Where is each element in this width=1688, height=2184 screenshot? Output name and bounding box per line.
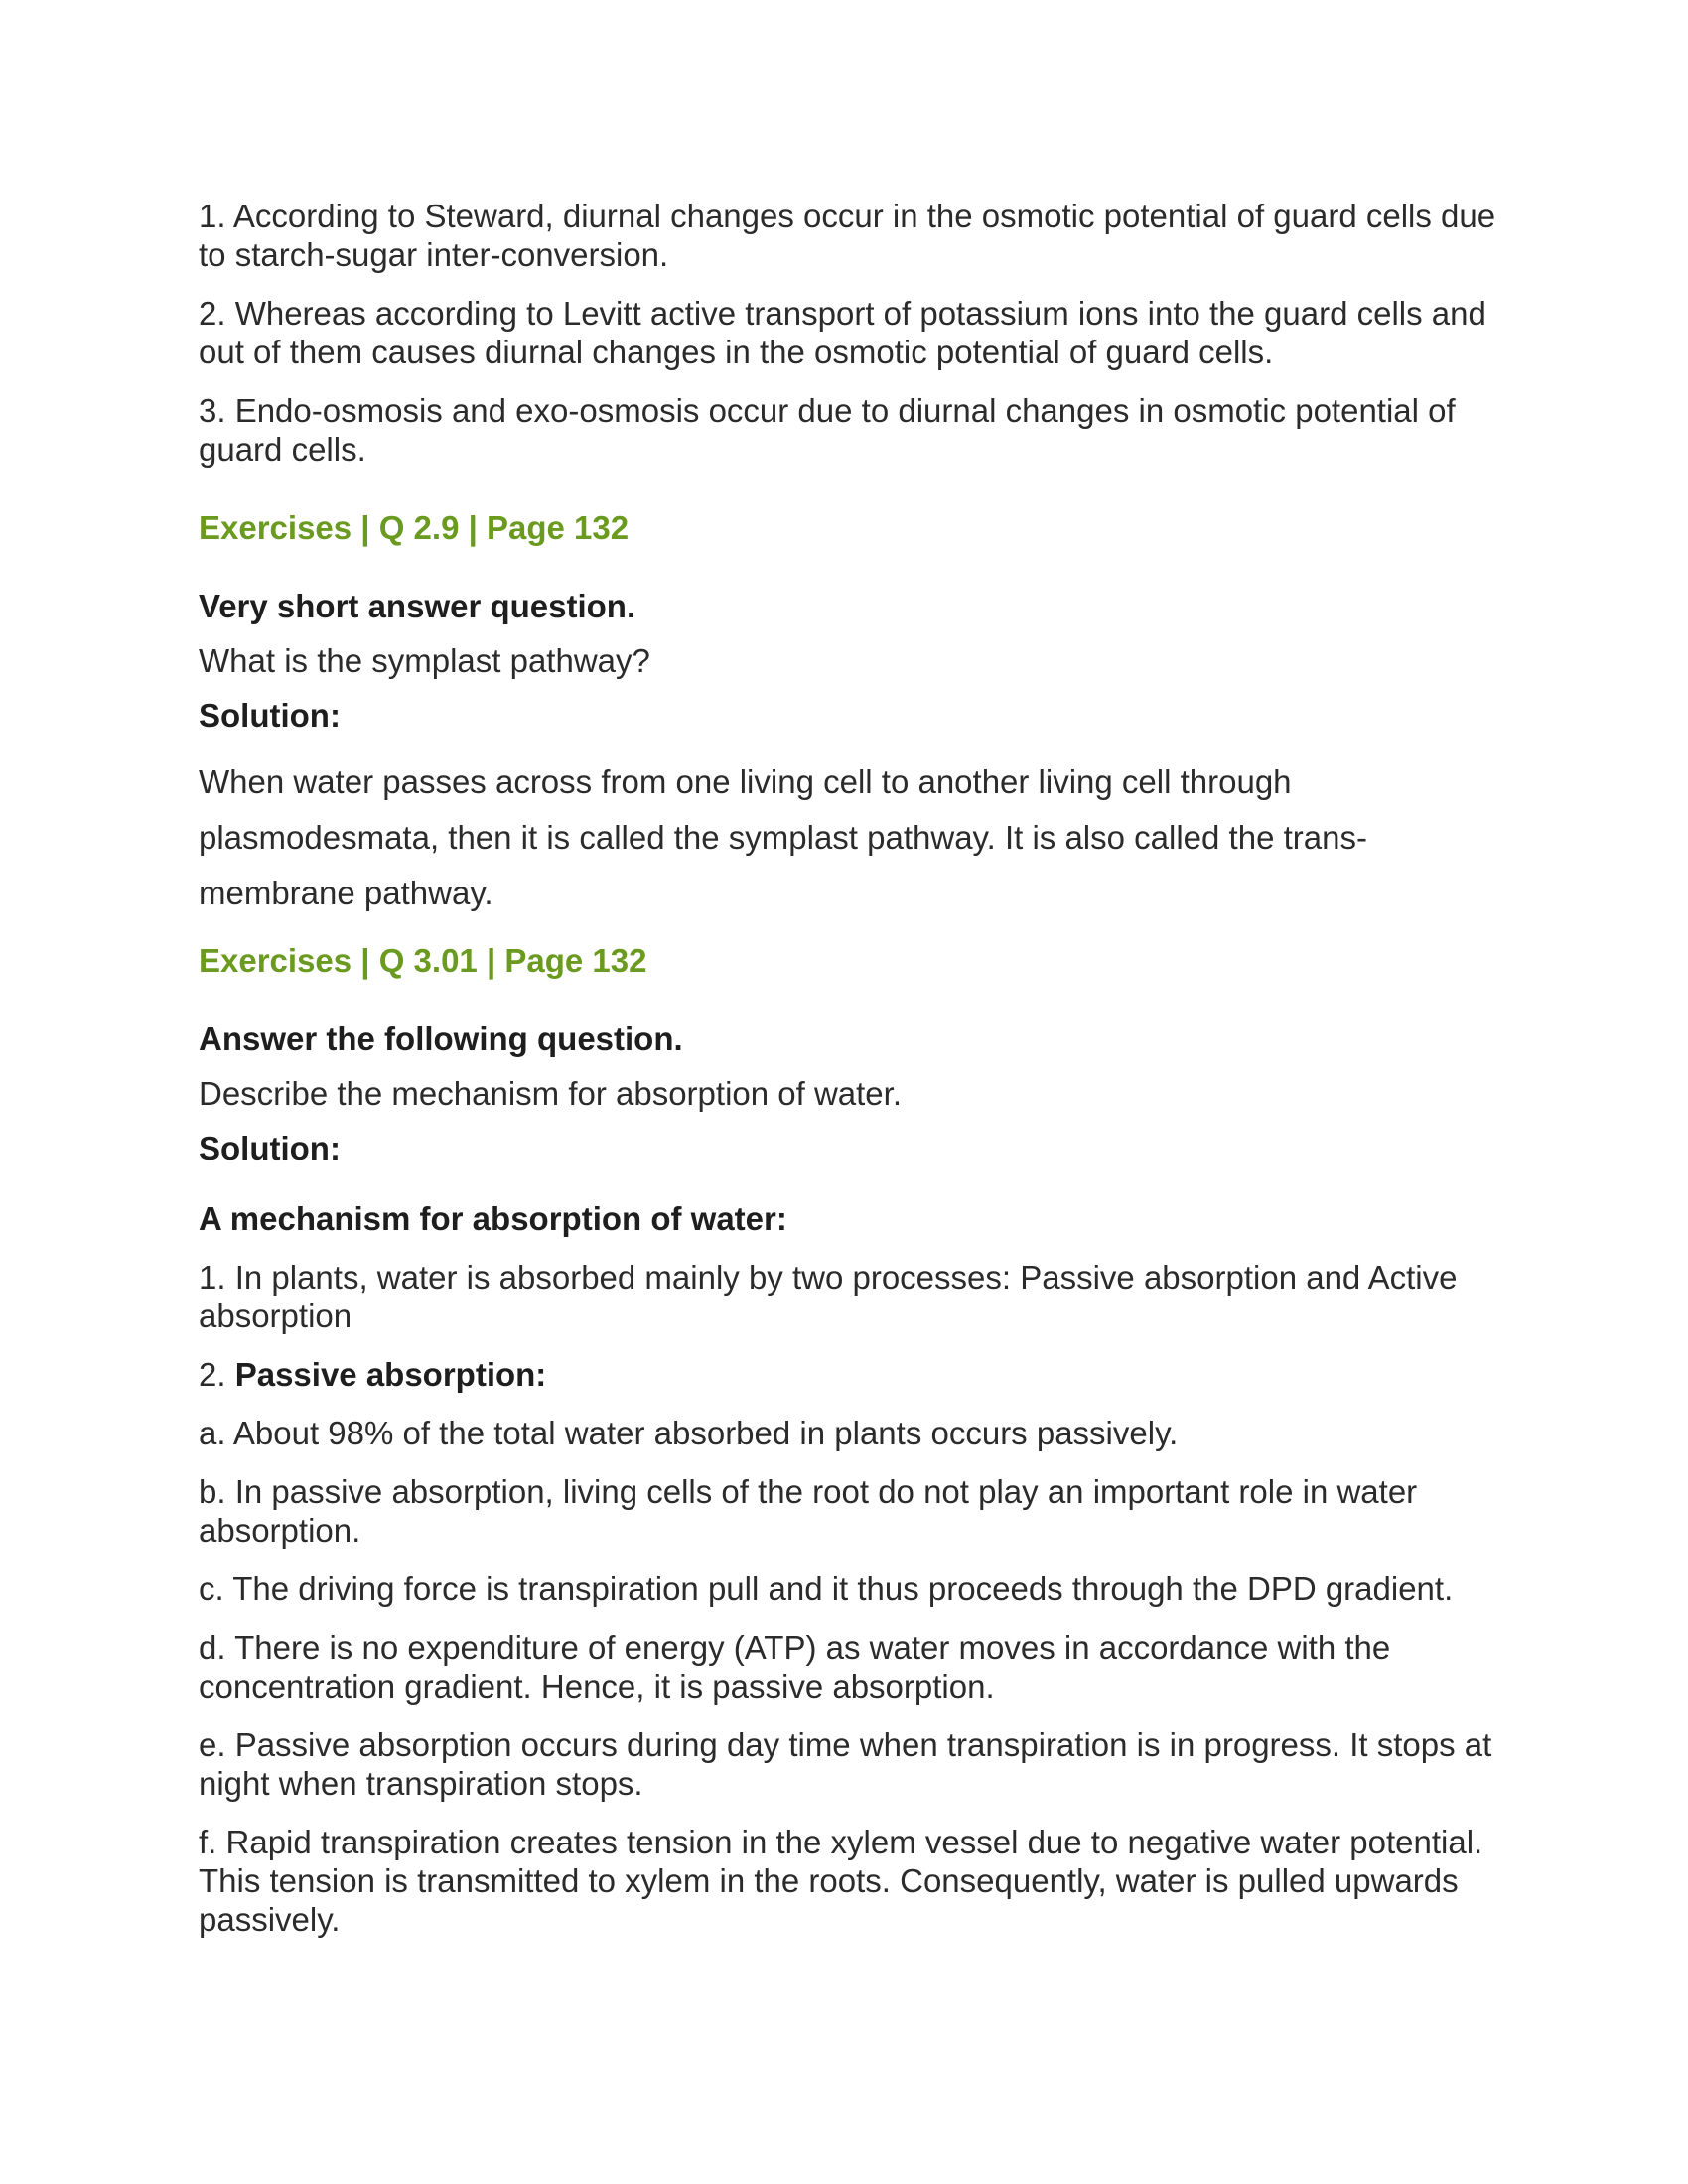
exercise-heading: Exercises | Q 3.01 | Page 132 bbox=[199, 942, 647, 979]
question-type: Very short answer question. bbox=[199, 588, 636, 624]
solution-label: Solution: bbox=[199, 697, 341, 734]
answer-subheading: A mechanism for absorption of water: bbox=[199, 1200, 787, 1237]
sub-list-item: f. Rapid transpiration creates tension in the xylem vessel due to negative water potential. This tension is transmitted to xylem in the roots. Consequently, water is pulled upwards passively. bbox=[199, 1824, 1483, 1938]
list-item: 1. According to Steward, diurnal changes occur in the osmotic potential of guard cells due to starch-sugar inter-conversion. bbox=[199, 198, 1496, 273]
sub-list-item: c. The driving force is transpiration pull and it thus proceeds through the DPD gradient. bbox=[199, 1570, 1454, 1607]
sub-list-item: b. In passive absorption, living cells of the root do not play an important role in water absorption. bbox=[199, 1473, 1418, 1549]
list-item: 2. Whereas according to Levitt active transport of potassium ions into the guard cells and out of them causes diurnal changes in the osmotic potential of guard cells. bbox=[199, 295, 1486, 370]
list-item: 1. In plants, water is absorbed mainly by two processes: Passive absorption and Active absorption bbox=[199, 1259, 1458, 1334]
question-type: Answer the following question. bbox=[199, 1021, 683, 1057]
sub-list-item: d. There is no expenditure of energy (ATP) as water moves in accordance with the concentration gradient. Hence, it is passive absorption. bbox=[199, 1629, 1391, 1705]
list-number: 2. bbox=[199, 1356, 235, 1393]
sub-list-item: a. About 98% of the total water absorbed in plants occurs passively. bbox=[199, 1415, 1179, 1451]
list-item bbox=[199, 1355, 1499, 1394]
answer-text: When water passes across from one living cell to another living cell through plasmodesmata, then it is called the symplast pathway. It is also called the trans-membrane pathway. bbox=[199, 763, 1367, 911]
solution-label: Solution: bbox=[199, 1130, 341, 1166]
exercise-heading: Exercises | Q 2.9 | Page 132 bbox=[199, 509, 630, 546]
question-text: Describe the mechanism for absorption of water. bbox=[199, 1075, 903, 1112]
question-text: What is the symplast pathway? bbox=[199, 642, 650, 679]
document-page bbox=[199, 197, 1499, 1939]
list-item: 3. Endo-osmosis and exo-osmosis occur due to diurnal changes in osmotic potential of guard cells. bbox=[199, 392, 1456, 468]
sub-list-item: e. Passive absorption occurs during day time when transpiration is in progress. It stops at night when transpiration stops. bbox=[199, 1726, 1492, 1802]
section-label: Passive absorption: bbox=[234, 1356, 547, 1393]
